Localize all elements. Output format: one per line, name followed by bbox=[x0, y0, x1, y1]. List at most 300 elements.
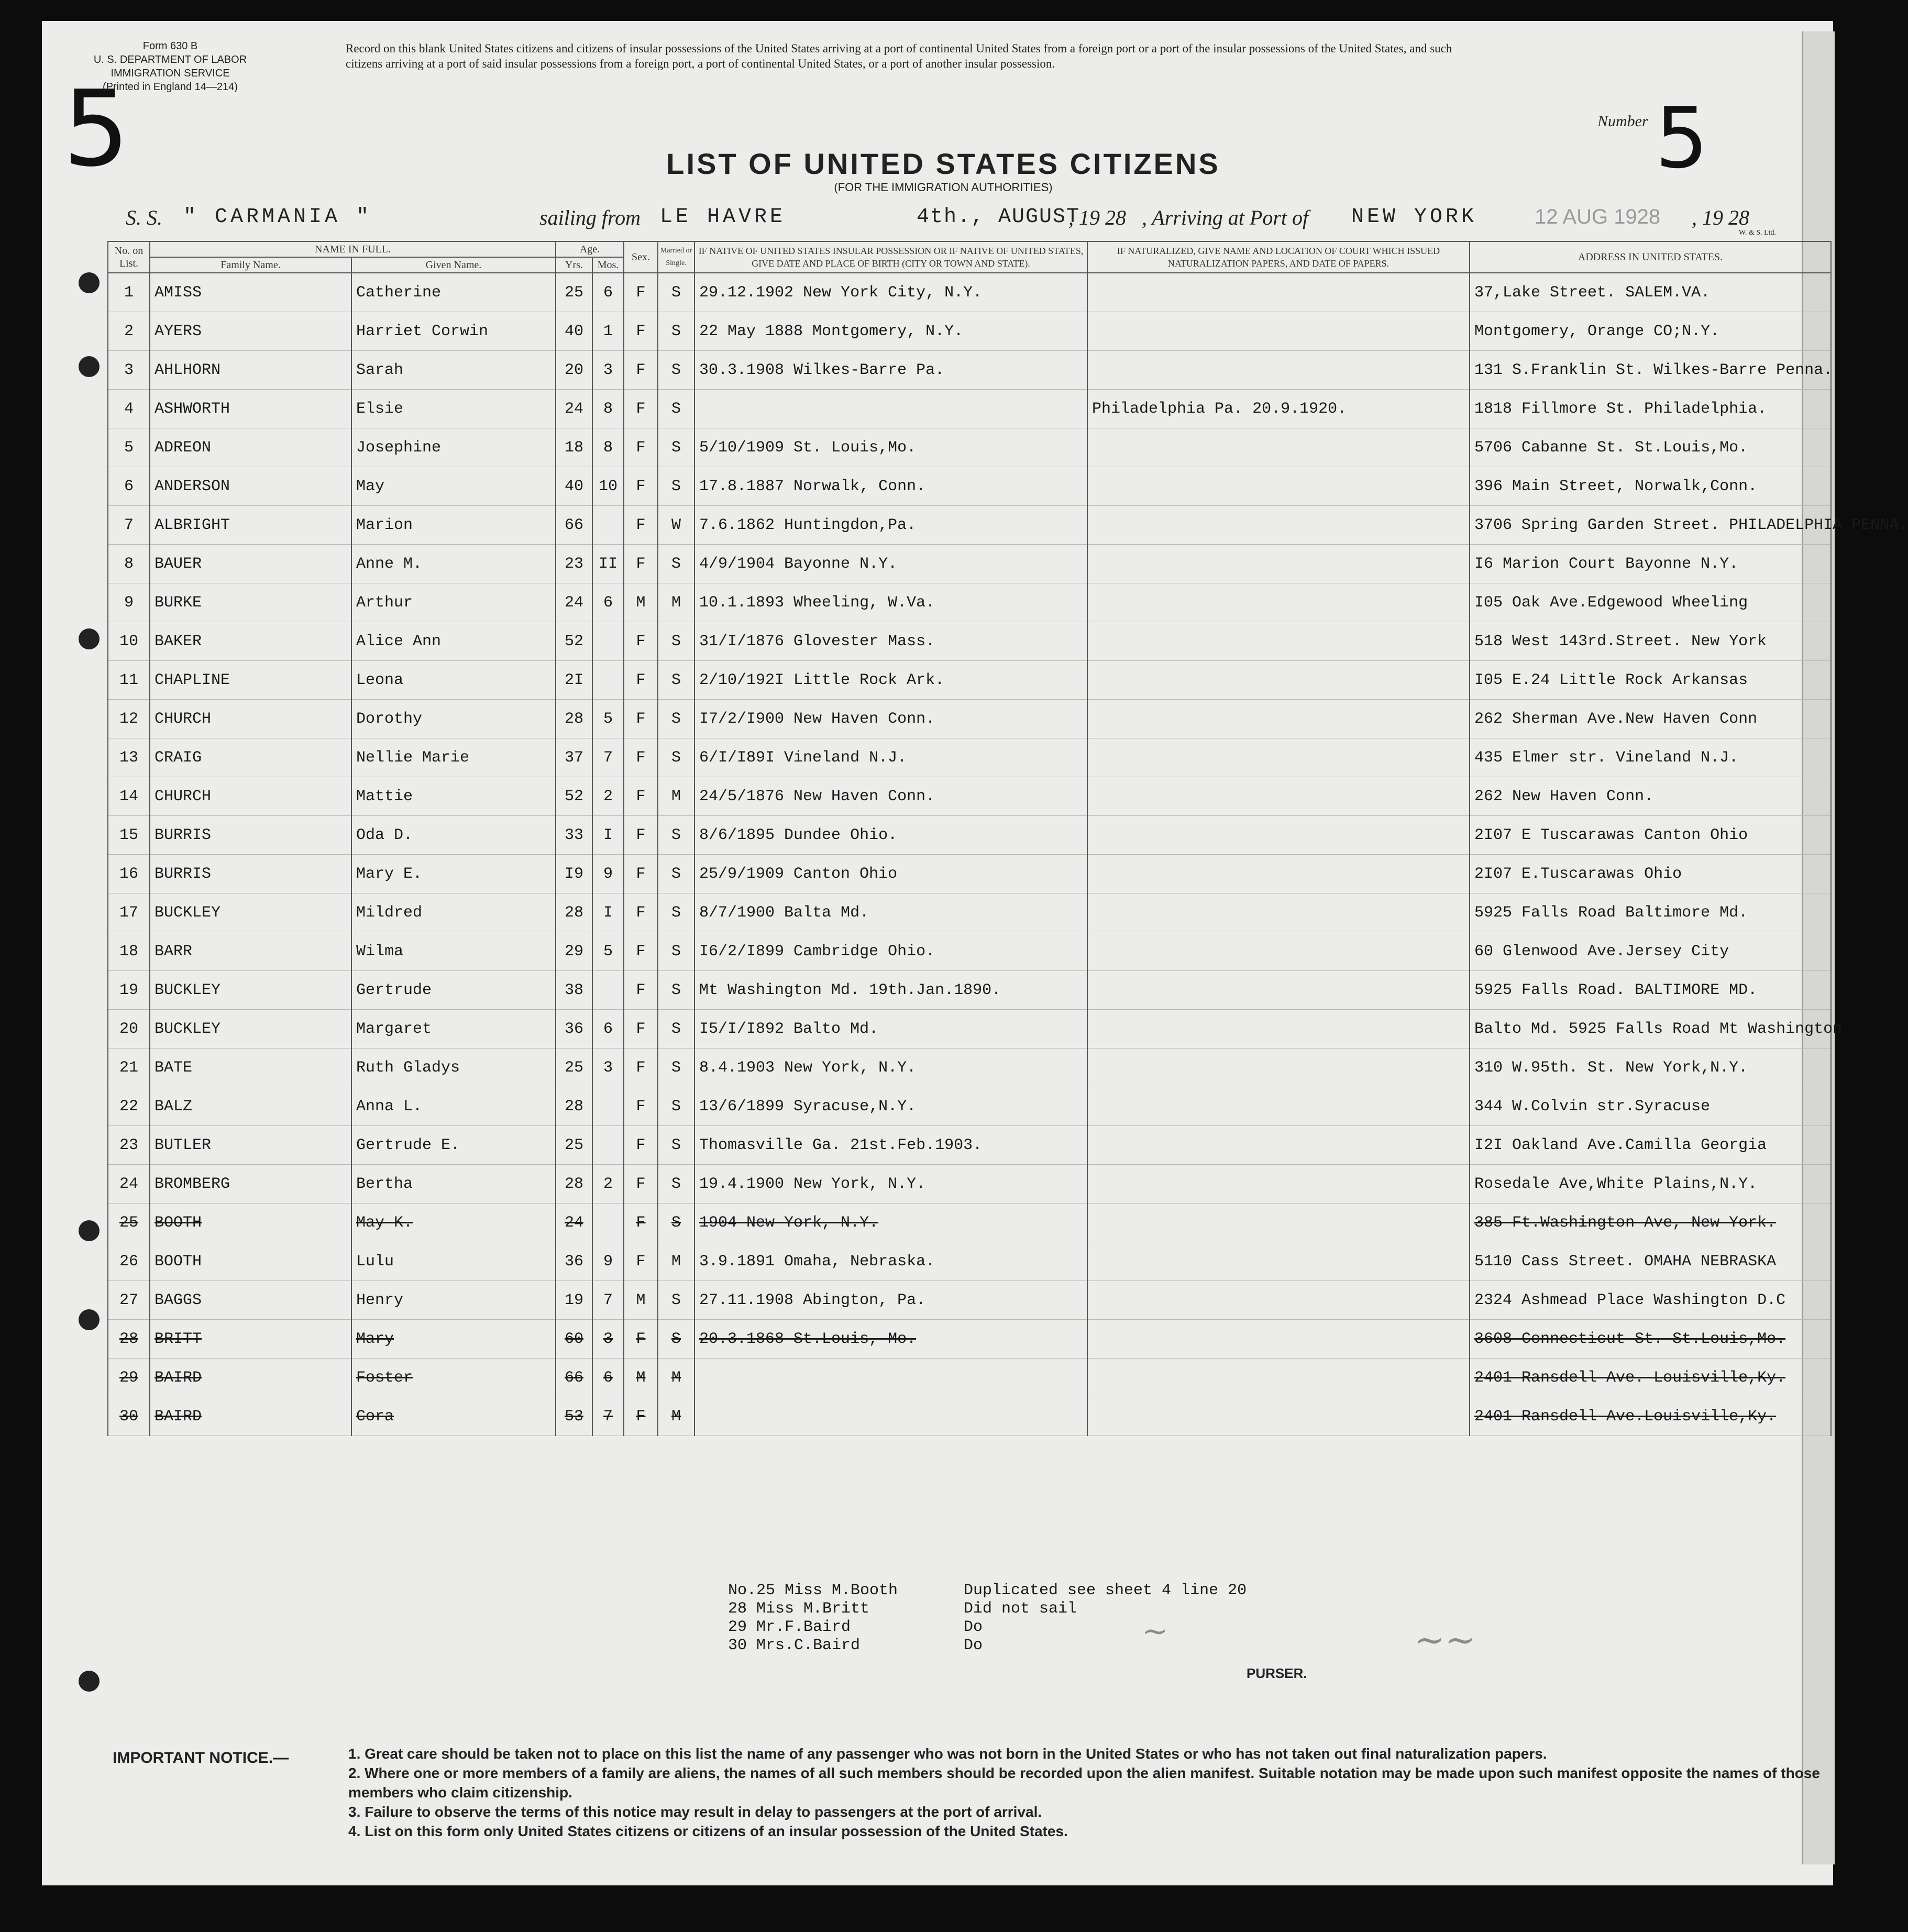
row-number: 2 bbox=[108, 312, 150, 351]
ss-label: S. S. bbox=[126, 206, 162, 229]
birth-info: 24/5/1876 New Haven Conn. bbox=[694, 777, 1087, 816]
birth-info: 31/I/1876 Glovester Mass. bbox=[694, 622, 1087, 661]
us-address: 3608 Connecticut St. St.Louis,Mo. bbox=[1470, 1320, 1831, 1359]
row-number: 1 bbox=[108, 273, 150, 312]
birth-info: 8/6/1895 Dundee Ohio. bbox=[694, 816, 1087, 855]
passenger-row bbox=[108, 622, 1831, 661]
notice-lead: IMPORTANT NOTICE.— bbox=[113, 1749, 289, 1767]
us-address: 5925 Falls Road. BALTIMORE MD. bbox=[1470, 971, 1831, 1010]
sex: F bbox=[624, 312, 658, 351]
age-years: 66 bbox=[556, 506, 592, 545]
passenger-row bbox=[108, 661, 1831, 700]
passenger-row bbox=[108, 1165, 1831, 1204]
marital-status: S bbox=[658, 390, 694, 428]
sex: M bbox=[624, 1281, 658, 1320]
row-number: 29 bbox=[108, 1359, 150, 1397]
departure-date: 4th., AUGUST bbox=[917, 205, 1080, 229]
us-address: 396 Main Street, Norwalk,Conn. bbox=[1470, 467, 1831, 506]
given-name: May bbox=[351, 467, 556, 506]
family-name: BUCKLEY bbox=[150, 893, 351, 932]
row-number: 9 bbox=[108, 583, 150, 622]
age-months: 2 bbox=[592, 1165, 624, 1204]
naturalization-info bbox=[1087, 1165, 1470, 1204]
sheet-number: 5 bbox=[1655, 89, 1708, 187]
arrival-year: , 19 28 bbox=[1692, 206, 1749, 229]
marital-status: S bbox=[658, 622, 694, 661]
corner-page-mark: 5 bbox=[63, 68, 130, 190]
birth-info: 29.12.1902 New York City, N.Y. bbox=[694, 273, 1087, 312]
row-number: 25 bbox=[108, 1204, 150, 1242]
age-months: 7 bbox=[592, 1397, 624, 1436]
passenger-row bbox=[108, 932, 1831, 971]
given-name: Foster bbox=[351, 1359, 556, 1397]
age-years: 28 bbox=[556, 700, 592, 738]
passenger-row bbox=[108, 777, 1831, 816]
note-ref: 29 Mr.F.Baird bbox=[728, 1618, 851, 1636]
passenger-rows bbox=[108, 273, 1908, 1436]
birth-info: 20.3.1868 St.Louis, Mo. bbox=[694, 1320, 1087, 1359]
given-name: Anne M. bbox=[351, 545, 556, 583]
given-name: Oda D. bbox=[351, 816, 556, 855]
row-number: 20 bbox=[108, 1010, 150, 1048]
birth-info: Thomasville Ga. 21st.Feb.1903. bbox=[694, 1126, 1087, 1165]
row-number: 17 bbox=[108, 893, 150, 932]
family-name: ADREON bbox=[150, 428, 351, 467]
age-years: 24 bbox=[556, 1204, 592, 1242]
birth-info: 17.8.1887 Norwalk, Conn. bbox=[694, 467, 1087, 506]
voyage-line bbox=[126, 205, 1802, 237]
sex: F bbox=[624, 816, 658, 855]
sex: F bbox=[624, 1126, 658, 1165]
col-family-name: Family Name. bbox=[150, 257, 351, 273]
birth-info: I6/2/I899 Cambridge Ohio. bbox=[694, 932, 1087, 971]
marital-status: S bbox=[658, 1281, 694, 1320]
passenger-row bbox=[108, 1242, 1831, 1281]
us-address: 3706 Spring Garden Street. PHILADELPHIA PENNA. bbox=[1470, 506, 1831, 545]
arriving-label: , Arriving at Port of bbox=[1142, 206, 1309, 229]
given-name: Catherine bbox=[351, 273, 556, 312]
age-months bbox=[592, 622, 624, 661]
us-address: Montgomery, Orange CO;N.Y. bbox=[1470, 312, 1831, 351]
sex: M bbox=[624, 583, 658, 622]
passenger-row bbox=[108, 273, 1831, 312]
sex: F bbox=[624, 622, 658, 661]
marital-status: S bbox=[658, 545, 694, 583]
family-name: BUTLER bbox=[150, 1126, 351, 1165]
age-years: 40 bbox=[556, 312, 592, 351]
binding-hole bbox=[79, 1309, 100, 1330]
arrival-stamp: 12 AUG 1928 bbox=[1535, 205, 1661, 228]
family-name: BRITT bbox=[150, 1320, 351, 1359]
age-months: 3 bbox=[592, 1320, 624, 1359]
passenger-row bbox=[108, 1359, 1831, 1397]
family-name: BARR bbox=[150, 932, 351, 971]
passenger-row bbox=[108, 390, 1831, 428]
family-name: BAGGS bbox=[150, 1281, 351, 1320]
naturalization-info bbox=[1087, 351, 1470, 390]
birth-info: 13/6/1899 Syracuse,N.Y. bbox=[694, 1087, 1087, 1126]
naturalization-info bbox=[1087, 273, 1470, 312]
birth-info: 3.9.1891 Omaha, Nebraska. bbox=[694, 1242, 1087, 1281]
note-row bbox=[728, 1582, 1247, 1600]
row-number: 23 bbox=[108, 1126, 150, 1165]
col-age-yrs: Yrs. bbox=[556, 257, 592, 273]
given-name: Gertrude bbox=[351, 971, 556, 1010]
family-name: ALBRIGHT bbox=[150, 506, 351, 545]
given-name: Gertrude E. bbox=[351, 1126, 556, 1165]
col-age: Age. bbox=[556, 241, 624, 257]
col-naturalized: IF NATURALIZED, GIVE NAME AND LOCATION OF COURT WHICH ISSUED NATURALIZATION PAPERS, AND DATE OF PAPERS. bbox=[1087, 241, 1470, 273]
marital-status: S bbox=[658, 1126, 694, 1165]
row-number: 7 bbox=[108, 506, 150, 545]
given-name: Lulu bbox=[351, 1242, 556, 1281]
family-name: CRAIG bbox=[150, 738, 351, 777]
age-months bbox=[592, 661, 624, 700]
age-years: 28 bbox=[556, 1165, 592, 1204]
notice-item: 1. Great care should be taken not to place on this list the name of any passenger who was not born in the United States or who has not taken out final naturalization papers. bbox=[348, 1746, 1547, 1762]
given-name: Wilma bbox=[351, 932, 556, 971]
us-address: I2I Oakland Ave.Camilla Georgia bbox=[1470, 1126, 1831, 1165]
given-name: Marion bbox=[351, 506, 556, 545]
passenger-row bbox=[108, 467, 1831, 506]
row-number: 24 bbox=[108, 1165, 150, 1204]
passenger-row bbox=[108, 1010, 1831, 1048]
naturalization-info bbox=[1087, 700, 1470, 738]
notice-item: 2. Where one or more members of a family are aliens, the names of all such members should be recorded upon the alien manifest. Suitable notation may be made upon such manifest opposite the names of those members who claim citizenship. bbox=[348, 1765, 1820, 1801]
naturalization-info bbox=[1087, 1010, 1470, 1048]
given-name: Harriet Corwin bbox=[351, 312, 556, 351]
birth-info: Mt Washington Md. 19th.Jan.1890. bbox=[694, 971, 1087, 1010]
notice-item: 3. Failure to observe the terms of this notice may result in delay to passengers at the port of arrival. bbox=[348, 1804, 1042, 1820]
marital-status: S bbox=[658, 1204, 694, 1242]
marital-status: S bbox=[658, 1048, 694, 1087]
naturalization-info bbox=[1087, 1359, 1470, 1397]
row-number: 8 bbox=[108, 545, 150, 583]
birth-info: 30.3.1908 Wilkes-Barre Pa. bbox=[694, 351, 1087, 390]
passenger-row bbox=[108, 506, 1831, 545]
birth-info: 19.4.1900 New York, N.Y. bbox=[694, 1165, 1087, 1204]
family-name: BURRIS bbox=[150, 816, 351, 855]
given-name: Elsie bbox=[351, 390, 556, 428]
passenger-row bbox=[108, 1126, 1831, 1165]
us-address: 5925 Falls Road Baltimore Md. bbox=[1470, 893, 1831, 932]
us-address: 5110 Cass Street. OMAHA NEBRASKA bbox=[1470, 1242, 1831, 1281]
sex: F bbox=[624, 428, 658, 467]
us-address: 5706 Cabanne St. St.Louis,Mo. bbox=[1470, 428, 1831, 467]
age-months bbox=[592, 971, 624, 1010]
handwritten-signature: ~~ bbox=[1414, 1618, 1476, 1661]
passenger-row bbox=[108, 971, 1831, 1010]
sex: F bbox=[624, 932, 658, 971]
passenger-table bbox=[107, 241, 1908, 1436]
naturalization-info bbox=[1087, 855, 1470, 893]
passenger-row bbox=[108, 583, 1831, 622]
age-years: 25 bbox=[556, 273, 592, 312]
age-years: 60 bbox=[556, 1320, 592, 1359]
family-name: AHLHORN bbox=[150, 351, 351, 390]
cancellation-notes bbox=[728, 1582, 1247, 1655]
sex: F bbox=[624, 390, 658, 428]
family-name: CHAPLINE bbox=[150, 661, 351, 700]
age-months: 2 bbox=[592, 777, 624, 816]
marital-status: S bbox=[658, 312, 694, 351]
page-title: LIST OF UNITED STATES CITIZENS bbox=[666, 147, 1220, 180]
printer-mark: W. & S. Ltd. bbox=[1739, 229, 1777, 237]
birth-info: I5/I/I892 Balto Md. bbox=[694, 1010, 1087, 1048]
given-name: Ruth Gladys bbox=[351, 1048, 556, 1087]
family-name: BROMBERG bbox=[150, 1165, 351, 1204]
purser-label: PURSER. bbox=[1247, 1665, 1307, 1681]
given-name: Henry bbox=[351, 1281, 556, 1320]
row-number: 6 bbox=[108, 467, 150, 506]
age-years: 36 bbox=[556, 1010, 592, 1048]
marital-status: S bbox=[658, 971, 694, 1010]
naturalization-info bbox=[1087, 1281, 1470, 1320]
age-months: I bbox=[592, 816, 624, 855]
row-number: 26 bbox=[108, 1242, 150, 1281]
note-text: Do bbox=[964, 1637, 983, 1654]
passenger-row bbox=[108, 1281, 1831, 1320]
given-name: Anna L. bbox=[351, 1087, 556, 1126]
form-number: Form 630 B bbox=[142, 40, 198, 52]
given-name: Alice Ann bbox=[351, 622, 556, 661]
us-address: 310 W.95th. St. New York,N.Y. bbox=[1470, 1048, 1831, 1087]
row-number: 15 bbox=[108, 816, 150, 855]
marital-status: S bbox=[658, 1320, 694, 1359]
age-months: II bbox=[592, 545, 624, 583]
age-months: I bbox=[592, 893, 624, 932]
naturalization-info bbox=[1087, 816, 1470, 855]
us-address: I6 Marion Court Bayonne N.Y. bbox=[1470, 545, 1831, 583]
us-address: 435 Elmer str. Vineland N.J. bbox=[1470, 738, 1831, 777]
given-name: Josephine bbox=[351, 428, 556, 467]
sex: F bbox=[624, 1204, 658, 1242]
naturalization-info: Philadelphia Pa. 20.9.1920. bbox=[1087, 390, 1470, 428]
passenger-row bbox=[108, 816, 1831, 855]
sex: F bbox=[624, 1165, 658, 1204]
marital-status: M bbox=[658, 1242, 694, 1281]
family-name: BUCKLEY bbox=[150, 971, 351, 1010]
passenger-row bbox=[108, 312, 1831, 351]
department-name: U. S. DEPARTMENT OF LABOR bbox=[93, 54, 247, 65]
marital-status: S bbox=[658, 855, 694, 893]
age-months: 10 bbox=[592, 467, 624, 506]
us-address: 131 S.Franklin St. Wilkes-Barre Penna. bbox=[1470, 351, 1831, 390]
age-years: 37 bbox=[556, 738, 592, 777]
given-name: Leona bbox=[351, 661, 556, 700]
marital-status: S bbox=[658, 1010, 694, 1048]
sex: F bbox=[624, 1320, 658, 1359]
row-number: 12 bbox=[108, 700, 150, 738]
col-address: ADDRESS IN UNITED STATES. bbox=[1470, 241, 1831, 273]
row-number: 18 bbox=[108, 932, 150, 971]
age-months: 1 bbox=[592, 312, 624, 351]
us-address: 60 Glenwood Ave.Jersey City bbox=[1470, 932, 1831, 971]
us-address: I05 Oak Ave.Edgewood Wheeling bbox=[1470, 583, 1831, 622]
binding-hole bbox=[79, 272, 100, 293]
age-years: 52 bbox=[556, 622, 592, 661]
age-years: 25 bbox=[556, 1048, 592, 1087]
birth-info: 8.4.1903 New York, N.Y. bbox=[694, 1048, 1087, 1087]
row-number: 4 bbox=[108, 390, 150, 428]
us-address: 262 Sherman Ave.New Haven Conn bbox=[1470, 700, 1831, 738]
binding-hole bbox=[79, 356, 100, 377]
ship-name: " CARMANIA " bbox=[183, 205, 372, 229]
family-name: BURRIS bbox=[150, 855, 351, 893]
sex: F bbox=[624, 545, 658, 583]
binding-hole bbox=[79, 1220, 100, 1241]
age-years: 19 bbox=[556, 1281, 592, 1320]
age-months: 5 bbox=[592, 932, 624, 971]
row-number: 11 bbox=[108, 661, 150, 700]
naturalization-info bbox=[1087, 545, 1470, 583]
birth-info: 7.6.1862 Huntingdon,Pa. bbox=[694, 506, 1087, 545]
arrival-port: NEW YORK bbox=[1351, 205, 1477, 229]
birth-info bbox=[694, 1359, 1087, 1397]
age-years: 33 bbox=[556, 816, 592, 855]
naturalization-info bbox=[1087, 1126, 1470, 1165]
age-months bbox=[592, 1126, 624, 1165]
given-name: Mildred bbox=[351, 893, 556, 932]
given-name: Mary E. bbox=[351, 855, 556, 893]
marital-status: S bbox=[658, 893, 694, 932]
marital-status: S bbox=[658, 1165, 694, 1204]
naturalization-info bbox=[1087, 661, 1470, 700]
record-instructions: Record on this blank United States citizens and citizens of insular possessions of the United States arriving at a port of continental United States from a foreign port or a port of the insular possessions of the United States, and such citizens arriving at a port of said insular possessions from a foreign port, a port of continental United States, or a port of another insular possession. bbox=[346, 42, 1452, 70]
marital-status: M bbox=[658, 1359, 694, 1397]
age-years: 24 bbox=[556, 390, 592, 428]
age-years: 52 bbox=[556, 777, 592, 816]
marital-status: S bbox=[658, 932, 694, 971]
us-address: 385 Ft.Washington Ave, New York. bbox=[1470, 1204, 1831, 1242]
given-name: Margaret bbox=[351, 1010, 556, 1048]
sex: F bbox=[624, 893, 658, 932]
given-name: Nellie Marie bbox=[351, 738, 556, 777]
passenger-row bbox=[108, 351, 1831, 390]
naturalization-info bbox=[1087, 777, 1470, 816]
note-text: Do bbox=[964, 1618, 983, 1636]
departure-year: , 19 28 bbox=[1068, 206, 1126, 229]
sex: F bbox=[624, 1087, 658, 1126]
given-name: Bertha bbox=[351, 1165, 556, 1204]
age-years: 25 bbox=[556, 1126, 592, 1165]
age-months: 8 bbox=[592, 428, 624, 467]
sex: F bbox=[624, 661, 658, 700]
marital-status: M bbox=[658, 1397, 694, 1436]
birth-info: 5/10/1909 St. Louis,Mo. bbox=[694, 428, 1087, 467]
age-months: 6 bbox=[592, 583, 624, 622]
age-months: 9 bbox=[592, 855, 624, 893]
note-text: Duplicated see sheet 4 line 20 bbox=[964, 1582, 1247, 1599]
form-id-block bbox=[79, 39, 262, 94]
notice-item: 4. List on this form only United States citizens or citizens of an insular possession of the United States. bbox=[348, 1823, 1068, 1839]
col-no: No. on List. bbox=[108, 241, 150, 273]
naturalization-info bbox=[1087, 1048, 1470, 1087]
row-number: 22 bbox=[108, 1087, 150, 1126]
us-address: I05 E.24 Little Rock Arkansas bbox=[1470, 661, 1831, 700]
col-name-in-full: NAME IN FULL. bbox=[150, 241, 556, 257]
age-months: 5 bbox=[592, 700, 624, 738]
family-name: BURKE bbox=[150, 583, 351, 622]
us-address: 2I07 E Tuscarawas Canton Ohio bbox=[1470, 816, 1831, 855]
birth-info: 6/I/I89I Vineland N.J. bbox=[694, 738, 1087, 777]
col-given-name: Given Name. bbox=[351, 257, 556, 273]
naturalization-info bbox=[1087, 467, 1470, 506]
us-address: 518 West 143rd.Street. New York bbox=[1470, 622, 1831, 661]
marital-status: S bbox=[658, 428, 694, 467]
row-number: 13 bbox=[108, 738, 150, 777]
given-name: Mattie bbox=[351, 777, 556, 816]
passenger-row bbox=[108, 428, 1831, 467]
passenger-row bbox=[108, 700, 1831, 738]
us-address: 262 New Haven Conn. bbox=[1470, 777, 1831, 816]
row-number: 28 bbox=[108, 1320, 150, 1359]
naturalization-info bbox=[1087, 1204, 1470, 1242]
sex: F bbox=[624, 971, 658, 1010]
us-address: 344 W.Colvin str.Syracuse bbox=[1470, 1087, 1831, 1126]
printed-note: (Printed in England 14—214) bbox=[103, 81, 238, 93]
age-years: 20 bbox=[556, 351, 592, 390]
note-text: Did not sail bbox=[964, 1600, 1077, 1618]
birth-info: 10.1.1893 Wheeling, W.Va. bbox=[694, 583, 1087, 622]
given-name: Arthur bbox=[351, 583, 556, 622]
sex: F bbox=[624, 1010, 658, 1048]
age-months bbox=[592, 506, 624, 545]
row-number: 3 bbox=[108, 351, 150, 390]
age-months: 9 bbox=[592, 1242, 624, 1281]
age-years: 28 bbox=[556, 893, 592, 932]
family-name: BOOTH bbox=[150, 1204, 351, 1242]
age-months: 6 bbox=[592, 1359, 624, 1397]
age-years: I9 bbox=[556, 855, 592, 893]
marital-status: S bbox=[658, 816, 694, 855]
naturalization-info bbox=[1087, 583, 1470, 622]
marital-status: S bbox=[658, 273, 694, 312]
age-years: 66 bbox=[556, 1359, 592, 1397]
sex: F bbox=[624, 777, 658, 816]
row-number: 10 bbox=[108, 622, 150, 661]
sex: F bbox=[624, 700, 658, 738]
important-notice bbox=[113, 1744, 1820, 1841]
age-years: 18 bbox=[556, 428, 592, 467]
sex: F bbox=[624, 351, 658, 390]
sex: F bbox=[624, 855, 658, 893]
naturalization-info bbox=[1087, 1087, 1470, 1126]
sex: M bbox=[624, 1359, 658, 1397]
us-address: Rosedale Ave,White Plains,N.Y. bbox=[1470, 1165, 1831, 1204]
note-row bbox=[728, 1637, 1247, 1655]
page-subtitle: (FOR THE IMMIGRATION AUTHORITIES) bbox=[834, 181, 1053, 194]
sailing-label: sailing from bbox=[539, 206, 641, 229]
note-ref: 30 Mrs.C.Baird bbox=[728, 1637, 861, 1654]
sex: F bbox=[624, 1242, 658, 1281]
given-name: May K. bbox=[351, 1204, 556, 1242]
family-name: BATE bbox=[150, 1048, 351, 1087]
given-name: Cora bbox=[351, 1397, 556, 1436]
age-years: 2I bbox=[556, 661, 592, 700]
birth-info bbox=[694, 1397, 1087, 1436]
passenger-row bbox=[108, 893, 1831, 932]
passenger-row bbox=[108, 738, 1831, 777]
note-row bbox=[728, 1600, 1247, 1618]
family-name: BAKER bbox=[150, 622, 351, 661]
naturalization-info bbox=[1087, 506, 1470, 545]
number-label: Number bbox=[1597, 113, 1648, 130]
marital-status: S bbox=[658, 1087, 694, 1126]
age-months: 6 bbox=[592, 1010, 624, 1048]
sex: F bbox=[624, 467, 658, 506]
binding-hole bbox=[79, 628, 100, 649]
